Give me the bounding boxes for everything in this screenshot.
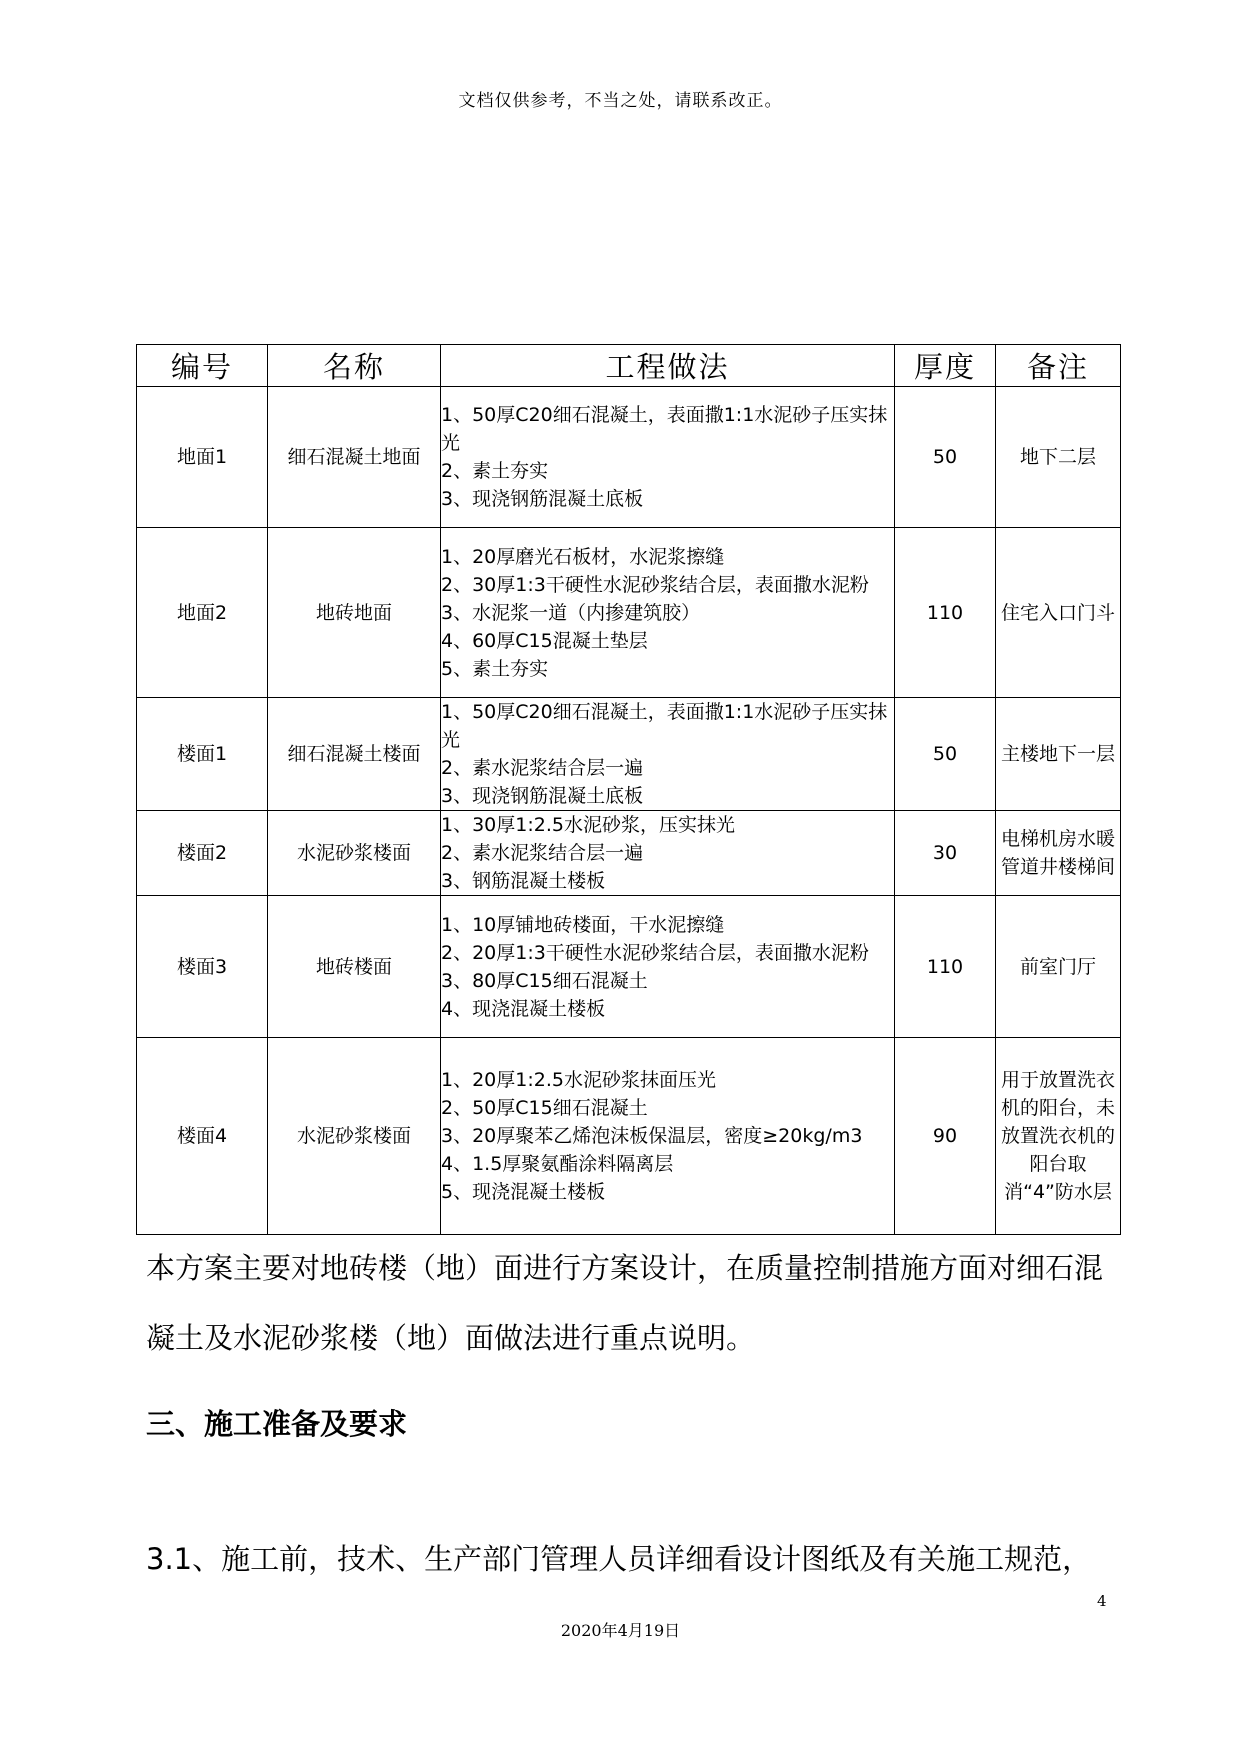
header-thickness: 厚度 — [895, 345, 996, 387]
header-method: 工程做法 — [441, 345, 895, 387]
cell-code: 楼面2 — [137, 811, 268, 896]
method-step: 1、50厚C20细石混凝土，表面撒1:1水泥砂子压实抹光 — [441, 701, 888, 751]
cell-thickness: 110 — [895, 896, 996, 1038]
cell-note: 电梯机房水暖管道井楼梯间 — [996, 811, 1121, 896]
method-step: 2、30厚1:3干硬性水泥砂浆结合层，表面撒水泥粉 — [441, 573, 869, 596]
cell-name: 细石混凝土地面 — [268, 387, 441, 528]
method-step: 4、1.5厚聚氨酯涂料隔离层 — [441, 1153, 674, 1175]
floor-spec-table — [136, 344, 1121, 1235]
method-step: 1、20厚1:2.5水泥砂浆抹面压光 — [441, 1069, 716, 1091]
cell-name: 地砖地面 — [268, 528, 441, 698]
cell-name: 地砖楼面 — [268, 896, 441, 1038]
method-step: 1、10厚铺地砖楼面，干水泥擦缝 — [441, 913, 725, 936]
method-step: 5、现浇混凝土楼板 — [441, 1181, 606, 1203]
header-note: 备注 — [996, 345, 1121, 387]
cell-name: 水泥砂浆楼面 — [268, 811, 441, 896]
cell-method — [441, 698, 895, 811]
table-row — [137, 528, 1121, 698]
cell-method — [441, 811, 895, 896]
cell-note: 主楼地下一层 — [996, 698, 1121, 811]
cell-method — [441, 528, 895, 698]
method-step: 2、50厚C15细石混凝土 — [441, 1097, 648, 1119]
cell-name: 细石混凝土楼面 — [268, 698, 441, 811]
method-step: 3、20厚聚苯乙烯泡沫板保温层，密度≥20kg/m3 — [441, 1125, 863, 1147]
method-step: 2、素水泥浆结合层一遍 — [441, 757, 644, 779]
cell-thickness: 90 — [895, 1038, 996, 1235]
method-step: 4、60厚C15混凝土垫层 — [441, 629, 648, 652]
cell-note: 地下二层 — [996, 387, 1121, 528]
cell-note: 用于放置洗衣机的阳台，未放置洗衣机的阳台取消“4”防水层 — [996, 1038, 1121, 1235]
method-step: 3、水泥浆一道（内掺建筑胶） — [441, 601, 701, 624]
method-step: 3、80厚C15细石混凝土 — [441, 969, 648, 992]
cell-code: 地面1 — [137, 387, 268, 528]
cell-code: 楼面4 — [137, 1038, 268, 1235]
method-step: 2、素土夯实 — [441, 460, 549, 482]
cell-note: 前室门厅 — [996, 896, 1121, 1038]
cell-method — [441, 896, 895, 1038]
cell-method — [441, 387, 895, 528]
method-step: 4、现浇混凝土楼板 — [441, 997, 606, 1020]
table-row — [137, 896, 1121, 1038]
method-step: 1、50厚C20细石混凝土，表面撒1:1水泥砂子压实抹光 — [441, 404, 888, 454]
cell-thickness: 50 — [895, 698, 996, 811]
cell-method — [441, 1038, 895, 1235]
cell-code: 地面2 — [137, 528, 268, 698]
table-row — [137, 387, 1121, 528]
summary-paragraph: 本方案主要对地砖楼（地）面进行方案设计，在质量控制措施方面对细石混凝土及水泥砂浆楼（地）面做法进行重点说明。 — [146, 1251, 1104, 1355]
method-step: 3、现浇钢筋混凝土底板 — [441, 488, 644, 510]
page-number: 4 — [1097, 1592, 1107, 1610]
method-step: 3、现浇钢筋混凝土底板 — [441, 785, 644, 807]
paragraph-3-1: 3.1、施工前，技术、生产部门管理人员详细看设计图纸及有关施工规范， — [146, 1542, 1092, 1576]
method-step: 3、钢筋混凝土楼板 — [441, 870, 606, 892]
method-step: 1、30厚1:2.5水泥砂浆，压实抹光 — [441, 814, 735, 836]
header-code: 编号 — [137, 345, 268, 387]
section-heading: 三、施工准备及要求 — [146, 1407, 408, 1441]
table-header-row — [137, 345, 1121, 387]
cell-thickness: 50 — [895, 387, 996, 528]
cell-name: 水泥砂浆楼面 — [268, 1038, 441, 1235]
cell-thickness: 30 — [895, 811, 996, 896]
header-disclaimer: 文档仅供参考，不当之处，请联系改正。 — [458, 91, 783, 111]
header-name: 名称 — [268, 345, 441, 387]
cell-code: 楼面1 — [137, 698, 268, 811]
cell-code: 楼面3 — [137, 896, 268, 1038]
table-row — [137, 811, 1121, 896]
method-step: 1、20厚磨光石板材，水泥浆擦缝 — [441, 545, 725, 568]
cell-note: 住宅入口门斗 — [996, 528, 1121, 698]
footer-date: 2020年4月19日 — [560, 1621, 681, 1640]
method-step: 2、素水泥浆结合层一遍 — [441, 842, 644, 864]
cell-thickness: 110 — [895, 528, 996, 698]
table-row — [137, 1038, 1121, 1235]
method-step: 2、20厚1:3干硬性水泥砂浆结合层，表面撒水泥粉 — [441, 941, 869, 964]
method-step: 5、素土夯实 — [441, 657, 549, 680]
table-row — [137, 698, 1121, 811]
